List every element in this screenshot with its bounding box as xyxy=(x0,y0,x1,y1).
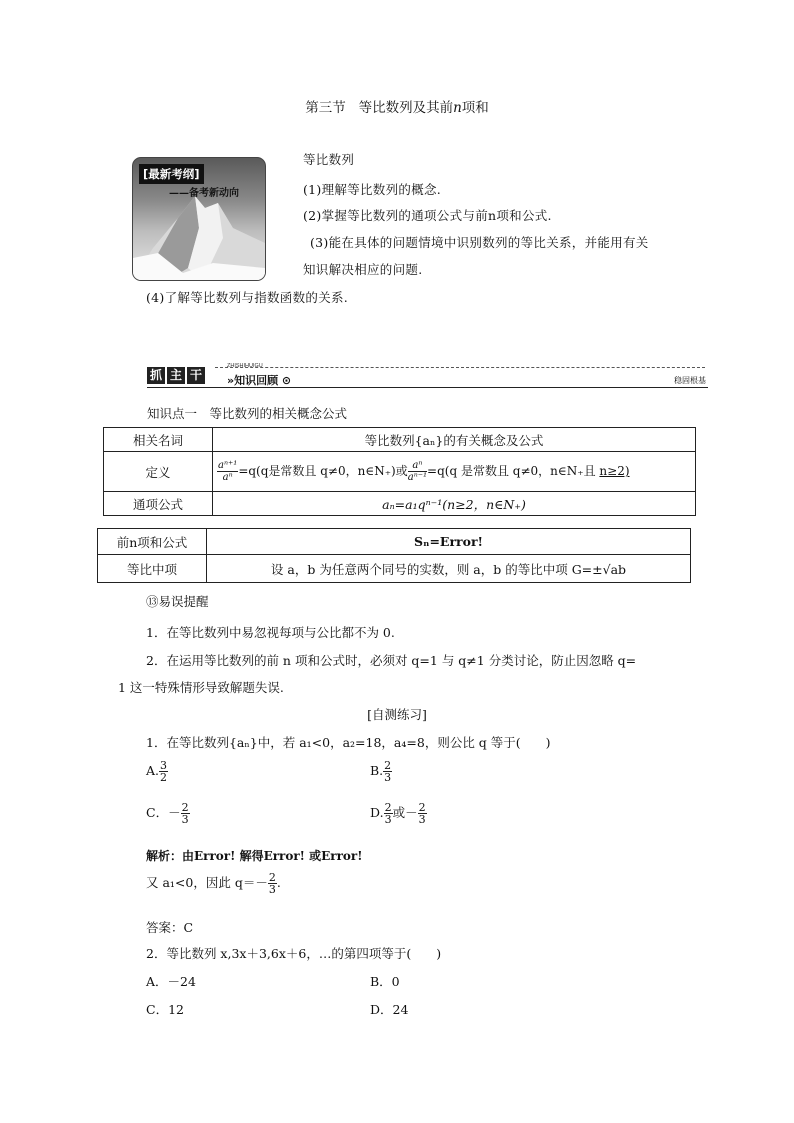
option-c: C．－ $\frac{2}{3}$ xyxy=(146,801,189,826)
table-header-cell: 等比数列{aₙ}的有关概念及公式 xyxy=(213,428,696,452)
question-1-stem: 1．在等比数列{aₙ}中，若 a₁<0，a₂=18，a₄=8，则公比 q 等于( ) xyxy=(146,735,551,750)
section-pinyin: ZHISHIHUIGU xyxy=(227,363,263,369)
option-b: B．0 xyxy=(370,974,400,989)
requirements-heading: 等比数列 xyxy=(303,152,355,167)
table-row xyxy=(98,555,691,583)
table-header-row xyxy=(104,428,696,452)
exam-outline-banner xyxy=(132,157,266,281)
answer-text: 答案：C xyxy=(146,920,194,935)
table-row xyxy=(104,452,696,492)
option-a: A．－24 xyxy=(146,974,196,989)
table-row xyxy=(98,529,691,555)
row-value: Sₙ=Error! xyxy=(207,529,691,555)
table-header-cell: 相关名词 xyxy=(104,428,213,452)
option-a: A. $\frac{3}{2}$ xyxy=(146,759,168,784)
row-name: 前n项和公式 xyxy=(98,529,207,555)
page-title: 第三节 等比数列及其前n项和 xyxy=(305,100,489,116)
row-name: 等比中项 xyxy=(98,555,207,583)
section-right-label: 稳固根基 xyxy=(674,376,706,385)
banner-subtitle: ——备考新动向 xyxy=(169,188,239,199)
section-chars xyxy=(147,367,207,384)
requirement-item: (1)理解等比数列的概念. xyxy=(303,182,442,197)
ratio-fraction: $\frac{\text{aⁿ⁺¹}}{\text{aⁿ}}$ xyxy=(218,460,238,483)
section-rule xyxy=(147,387,708,388)
definition-cell: $\frac{\text{aⁿ⁺¹}}{\text{aⁿ}}$ =q(q是常数且 q≠0，n∈N₊)或 $\frac{\text{aⁿ}}{\text{aⁿ⁻¹}}$ =q(q 是常数且 q≠0，n∈N₊且 n≥2) xyxy=(213,452,696,492)
option-b: B. $\frac{2}{3}$ xyxy=(370,759,392,784)
section-char: 干 xyxy=(187,367,205,384)
section-header xyxy=(147,363,708,389)
section-char: 主 xyxy=(167,367,185,384)
requirement-item: (2)掌握等比数列的通项公式与前n项和公式. xyxy=(303,208,552,223)
row-value: aₙ=a₁qⁿ⁻¹(n≥2，n∈N₊) xyxy=(213,492,696,516)
section-char: 抓 xyxy=(147,367,165,384)
ratio-fraction: $\frac{\text{aⁿ}}{\text{aⁿ⁻¹}}$ xyxy=(407,460,428,483)
conclusion-text: 又 a₁<0，因此 q＝－ $\frac{2}{3}$ . xyxy=(146,871,281,896)
reminder-heading: ⑬易误提醒 xyxy=(146,594,209,609)
table-row xyxy=(104,492,696,516)
reminder-item: 1 这一特殊情形导致解题失误. xyxy=(118,680,284,695)
reminder-item: 2．在运用等比数列的前 n 项和公式时，必须对 q=1 与 q≠1 分类讨论，防止因忽略 q= xyxy=(146,653,637,668)
row-name: 定义 xyxy=(104,452,213,492)
row-value: 设 a，b 为任意两个同号的实数，则 a，b 的等比中项 G=±√ab xyxy=(207,555,691,583)
option-d: D．24 xyxy=(370,1002,409,1017)
concept-table-continued xyxy=(97,528,691,583)
self-test-heading: [自测练习] xyxy=(367,707,427,722)
option-c: C．12 xyxy=(146,1002,184,1017)
section-label: »知识回顾 ⊙ xyxy=(227,374,292,387)
concept-table xyxy=(103,427,696,516)
analysis-text: 解析：由Error! 解得Error! 或Error! xyxy=(146,849,363,863)
knowledge-point-heading: 知识点一 等比数列的相关概念公式 xyxy=(147,406,348,421)
dashed-rule xyxy=(215,367,705,368)
option-d: D. $\frac{2}{3}$ 或－ $\frac{2}{3}$ xyxy=(370,801,426,826)
requirement-item: (3)能在具体的问题情境中识别数列的等比关系，并能用有关 xyxy=(310,235,649,250)
reminder-item: 1．在等比数列中易忽视每项与公比都不为 0. xyxy=(146,625,395,640)
requirement-item: (4)了解等比数列与指数函数的关系. xyxy=(146,290,349,305)
question-2-stem: 2．等比数列 x,3x＋3,6x＋6，…的第四项等于( ) xyxy=(146,946,442,961)
requirement-item: 知识解决相应的问题. xyxy=(303,262,423,277)
banner-tag: [最新考纲] xyxy=(139,164,204,184)
row-name: 通项公式 xyxy=(104,492,213,516)
